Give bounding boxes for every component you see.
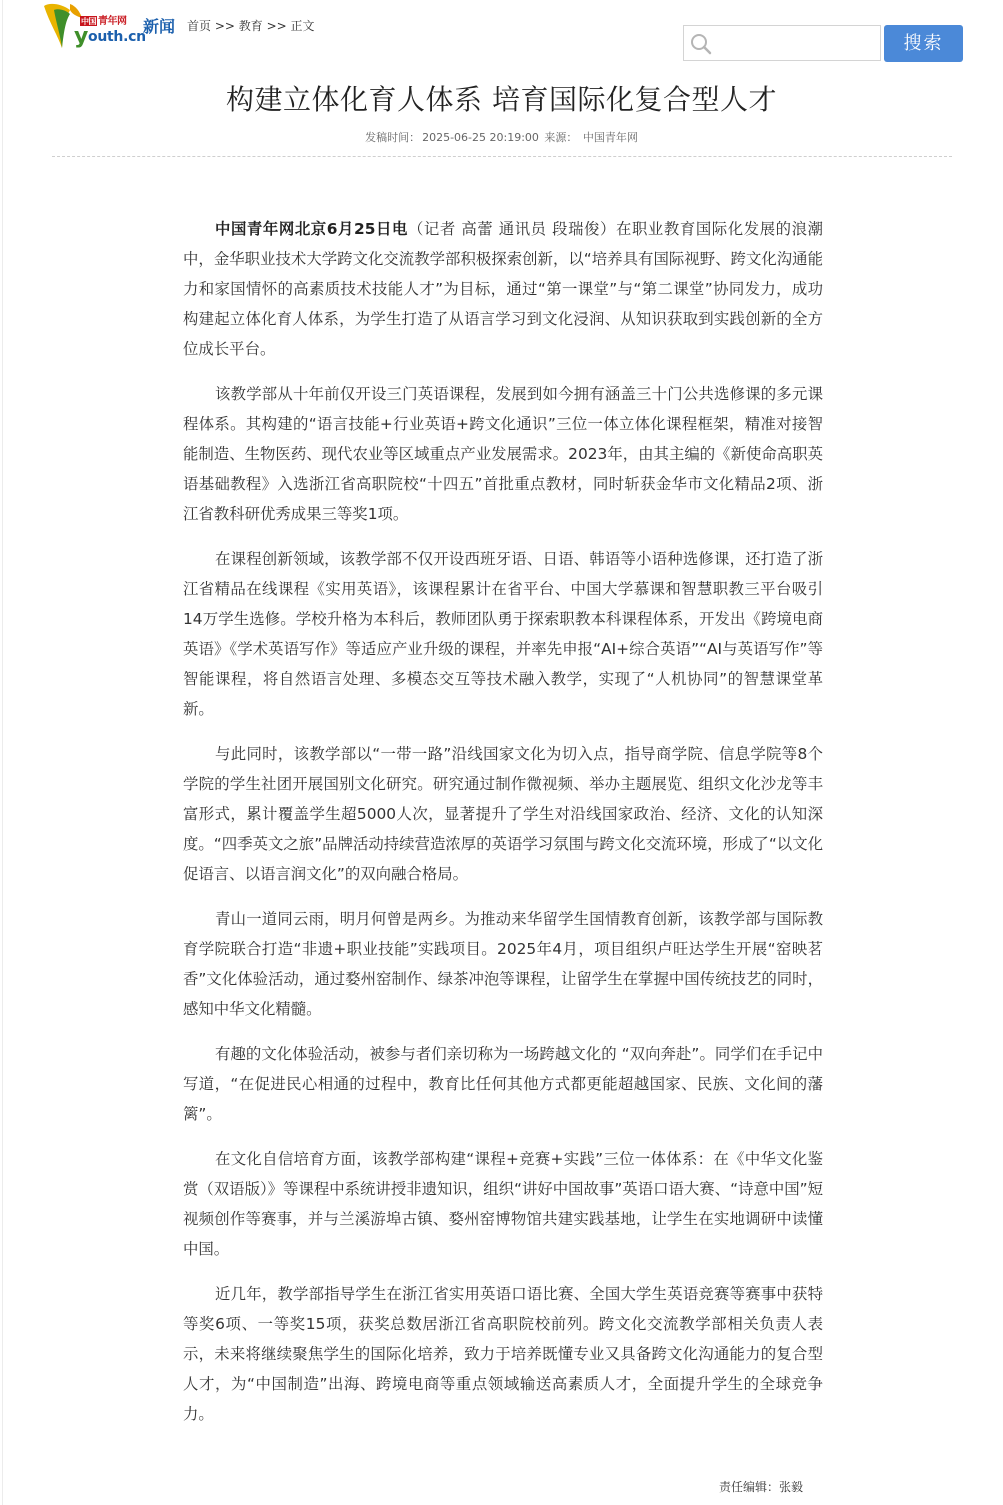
breadcrumb-category-link[interactable]: 教育 — [238, 19, 263, 33]
breadcrumb — [187, 17, 315, 34]
article-paragraph: 与此同时，该教学部以“一带一路”沿线国家文化为切入点，指导商学院、信息学院等8个学院的学生社团开展国别文化研究。研究通过制作微视频、举办主题展览、组织文化沙龙等丰富形式，累计覆盖学生超5000人次，显著提升了学生对沿线国家政治、经济、文化的认知深度。“四季英文之旅”品牌活动持续营造浓厚的英语学习氛围与跨文化交流环境，形成了“以文化促语言、以语言润文化”的双向融合格局。 — [183, 745, 823, 883]
source-label: 来源： — [544, 131, 578, 144]
article-paragraph: 在文化自信培育方面，该教学部构建“课程+竞赛+实践”三位一体体系：在《中华文化鉴赏（双语版）》等课程中系统讲授非遗知识，组织“讲好中国故事”英语口语大赛、“诗意中国”短视频创作等赛事，并与兰溪游埠古镇、婺州窑博物馆共建实践基地，让学生在实地调研中读懂中国。 — [183, 1150, 823, 1258]
dateline: 中国青年网北京6月25日电 — [215, 220, 408, 238]
section-name[interactable]: 新闻 — [143, 17, 176, 36]
article-meta — [0, 129, 1003, 145]
page-left-border — [2, 0, 3, 1505]
logo-chinese-text: 中国 青年网 — [81, 16, 127, 27]
article-title: 构建立体化育人体系 培育国际化复合型人才 — [226, 83, 777, 116]
editor-label: 责任编辑： — [719, 1480, 780, 1494]
search-input[interactable] — [716, 30, 880, 58]
search-icon — [690, 33, 712, 55]
publish-time: 2025-06-25 20:19:00 — [422, 131, 539, 144]
article-paragraph: 中国青年网北京6月25日电（记者 高蕾 通讯员 段瑞俊）在职业教育国际化发展的浪潮中，金华职业技术大学跨文化交流教学部积极探索创新，以“培养具有国际视野、跨文化沟通能力和家国情怀的高素质技术技能人才”为目标，通过“第一课堂”与“第二课堂”协同发力，成功构建起立体化育人体系，为学生打造了从语言学习到文化浸润、从知识获取到实践创新的全方位成长平台。 — [183, 220, 823, 358]
logo-domain-text: youth.cn — [74, 24, 146, 49]
breadcrumb-home-link[interactable]: 首页 — [187, 19, 212, 33]
source-name: 中国青年网 — [582, 131, 638, 144]
breadcrumb-separator: >> — [262, 19, 291, 33]
responsible-editor — [719, 1478, 803, 1495]
site-logo[interactable] — [40, 0, 146, 52]
article-paragraph: 在课程创新领域，该教学部不仅开设西班牙语、日语、韩语等小语种选修课，还打造了浙江省精品在线课程《实用英语》，该课程累计在省平台、中国大学慕课和智慧职教三平台吸引14万学生选修。学校升格为本科后，教师团队勇于探索职教本科课程体系，开发出《跨境电商英语》《学术英语写作》等适应产业升级的课程，并率先申报“AI+综合英语”“AI与英语写作”等智能课程，将自然语言处理、多模态交互等技术融入教学，实现了“人机协同”的智慧课堂革新。 — [183, 550, 823, 718]
publish-time-label: 发稿时间： — [365, 131, 421, 144]
article-paragraph: 有趣的文化体验活动，被参与者们亲切称为一场跨越文化的 “双向奔赴”。同学们在手记中写道，“在促进民心相通的过程中，教育比任何其他方式都更能超越国家、民族、文化间的藩篱”。 — [183, 1045, 823, 1123]
breadcrumb-current: 正文 — [290, 19, 315, 33]
search-box[interactable] — [683, 25, 881, 61]
search-button[interactable]: 搜索 — [884, 25, 963, 62]
article-paragraph: 近几年，教学部指导学生在浙江省实用英语口语比赛、全国大学生英语竞赛等赛事中获特等奖6项、一等奖15项，获奖总数居浙江省高职院校前列。跨文化交流教学部相关负责人表示，未来将继续聚焦学生的国际化培养，致力于培养既懂专业又具备跨文化沟通能力的复合型人才，为“中国制造”出海、跨境电商等重点领域输送高素质人才，全面提升学生的全球竞争力。 — [183, 1285, 823, 1423]
article-body — [183, 214, 823, 1444]
article-paragraph: 青山一道同云雨，明月何曾是两乡。为推动来华留学生国情教育创新，该教学部与国际教育学院联合打造“非遗+职业技能”实践项目。2025年4月，项目组织卢旺达学生开展“窑映茗香”文化体验活动，通过婺州窑制作、绿茶冲泡等课程，让留学生在掌握中国传统技艺的同时，感知中华文化精髓。 — [183, 910, 823, 1018]
article-paragraph: 该教学部从十年前仅开设三门英语课程，发展到如今拥有涵盖三十门公共选修课的多元课程体系。其构建的“语言技能+行业英语+跨文化通识”三位一体立体化课程框架，精准对接智能制造、生物医药、现代农业等区域重点产业发展需求。2023年，由其主编的《新使命高职英语基础教程》入选浙江省高职院校“十四五”首批重点教材，同时斩获金华市文化精品2项、浙江省教科研优秀成果三等奖1项。 — [183, 385, 823, 523]
breadcrumb-separator: >> — [211, 19, 239, 33]
title-divider — [52, 156, 952, 157]
editor-name: 张毅 — [779, 1480, 804, 1494]
